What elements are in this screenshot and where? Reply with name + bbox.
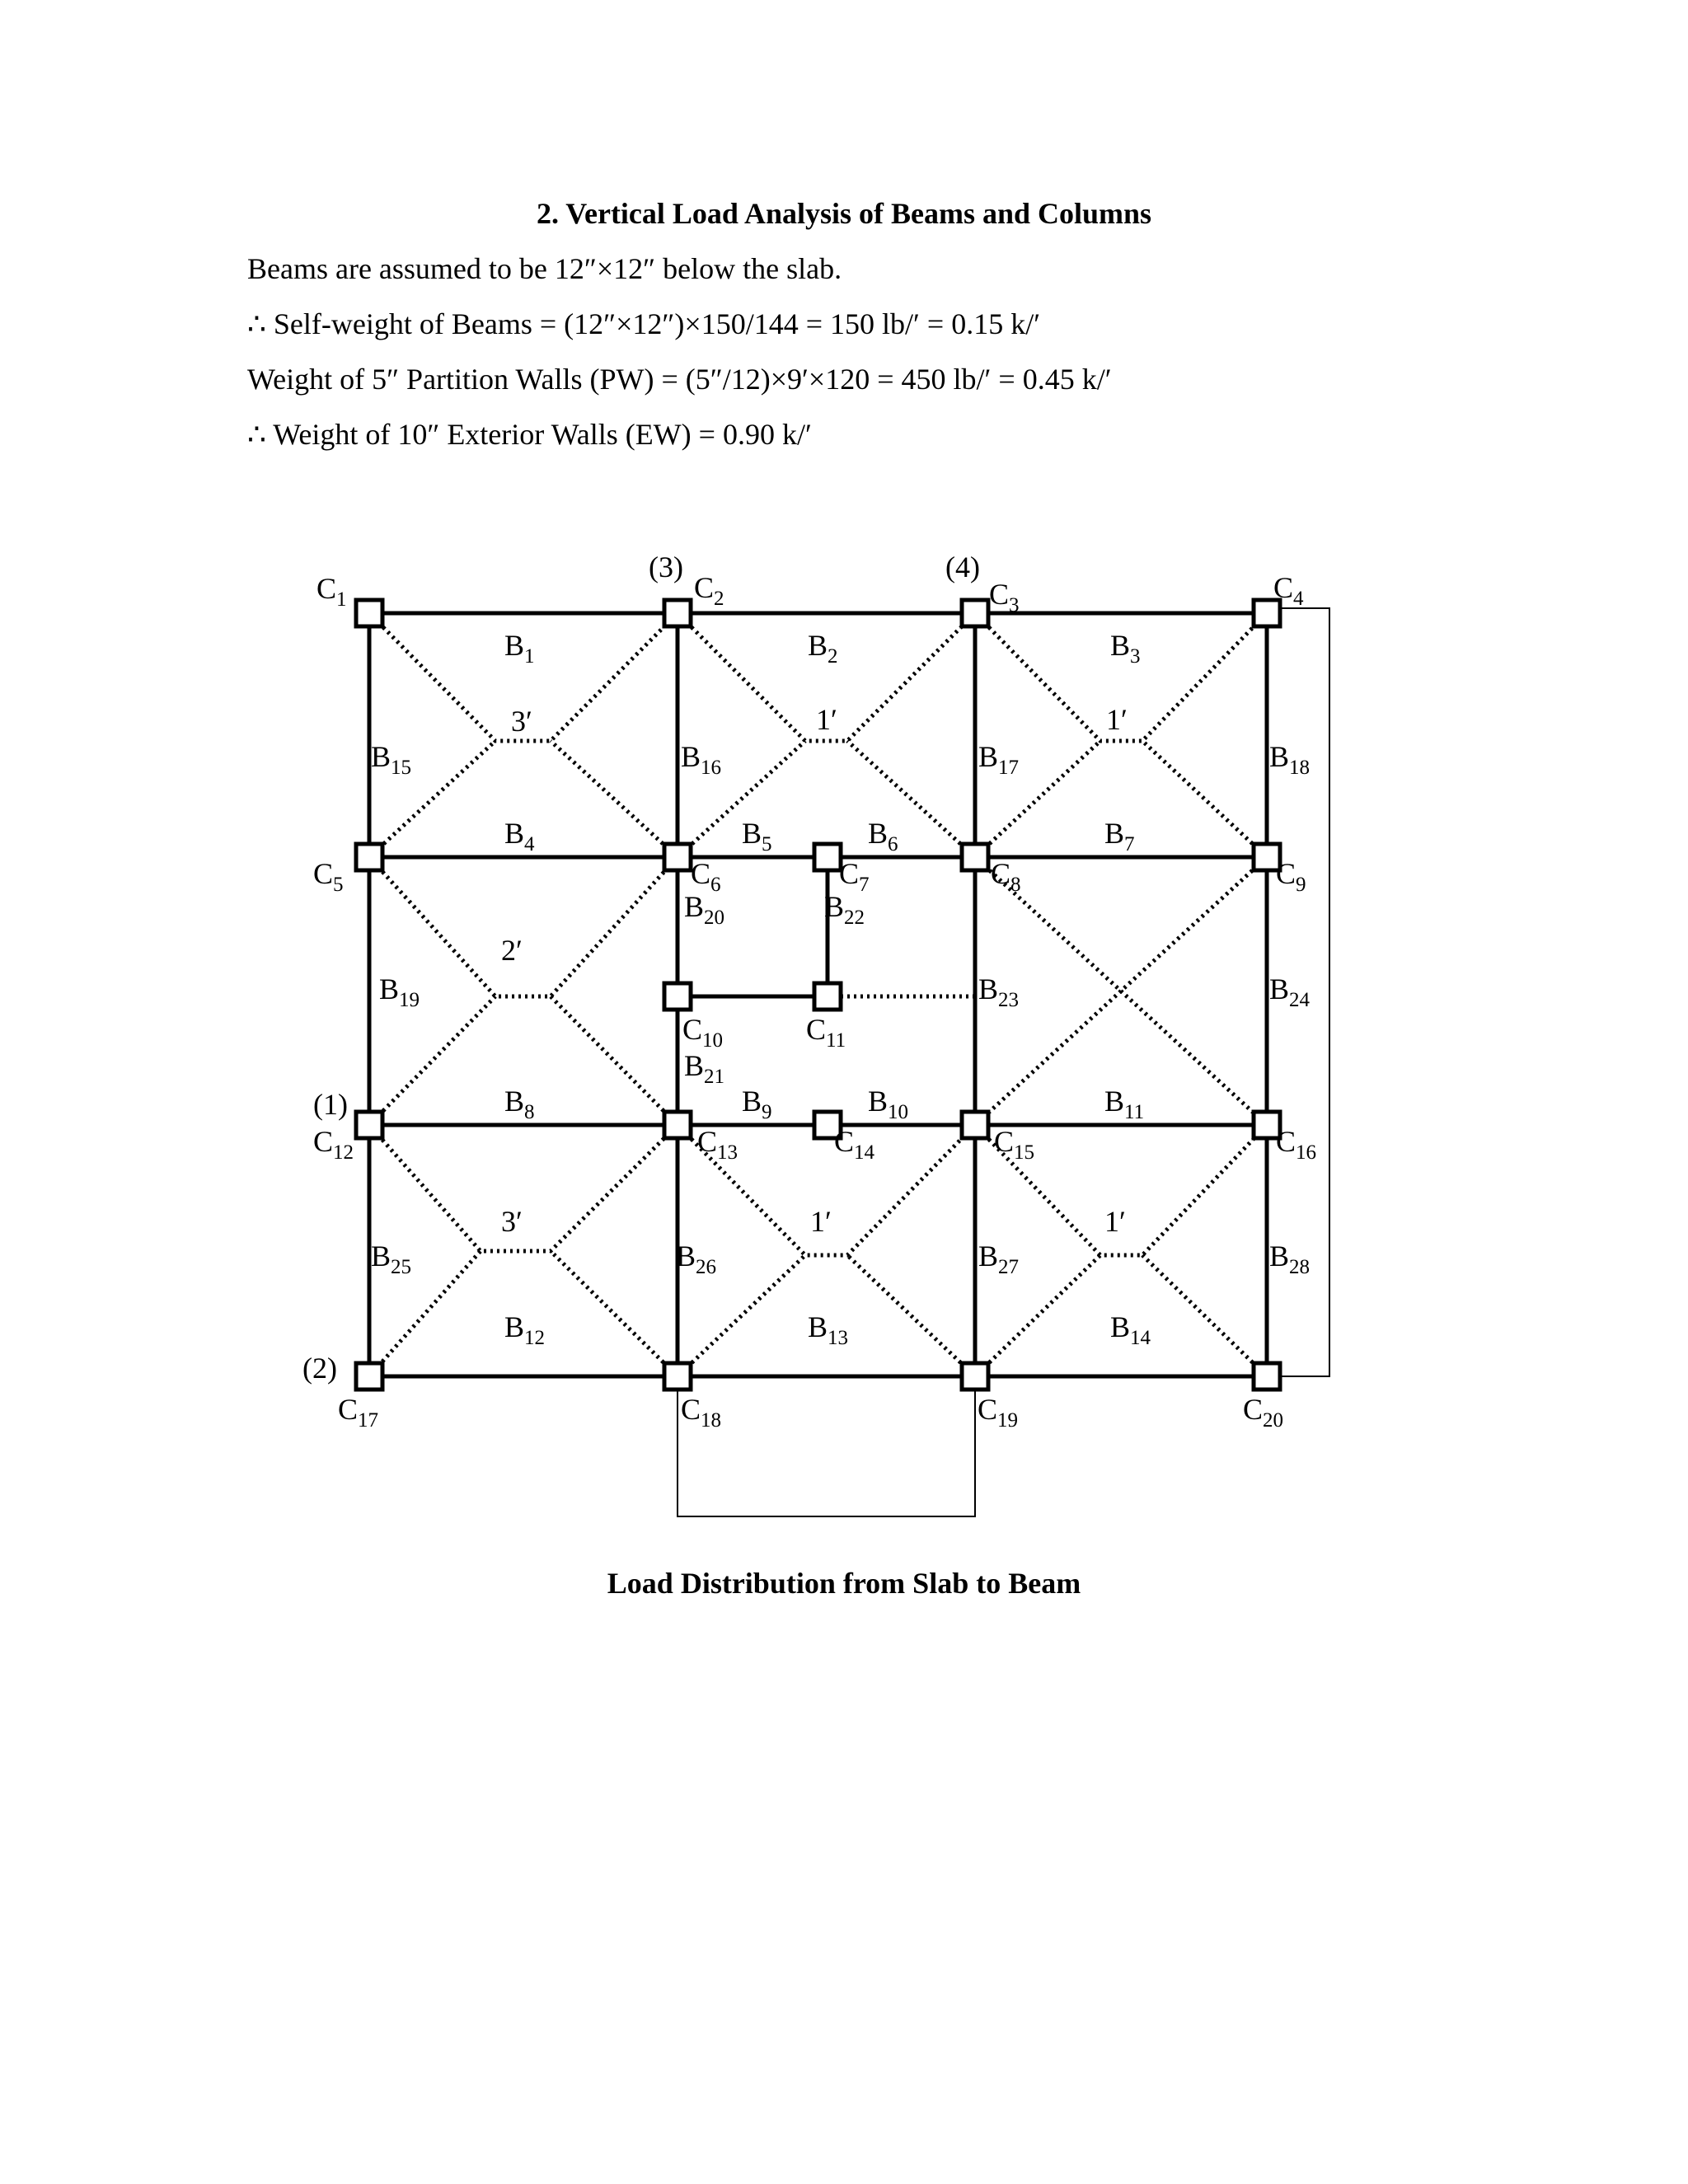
column-square (356, 1363, 382, 1390)
text-line-partition-walls: Weight of 5″ Partition Walls (PW) = (5″/12)×9′×120 = 450 lb/′ = 0.45 k/′ (247, 363, 1112, 396)
column-square (356, 1112, 382, 1138)
beam-label-b12: $B_{12}$ (504, 1310, 546, 1349)
beam-label-b22: $B_{22}$ (824, 890, 865, 929)
column-square (814, 844, 841, 870)
beam-label-b19: $B_{19}$ (379, 972, 420, 1011)
text-line-exterior-walls: ∴ Weight of 10″ Exterior Walls (EW) = 0.90 k/′ (247, 418, 812, 451)
column-label-c20: $C_{20}$ (1243, 1393, 1284, 1432)
column-label-c3: $C_3$ (989, 578, 1020, 616)
column-label-c2: $C_2$ (694, 571, 724, 610)
text-line-self-weight: ∴ Self-weight of Beams = (12″×12″)×150/144 = 150 lb/′ = 0.15 k/′ (247, 307, 1041, 340)
beam-label-b3: $B_3$ (1110, 629, 1141, 668)
column-label-c18: $C_{18}$ (681, 1393, 722, 1432)
column-label-c12: $C_{12}$ (313, 1125, 354, 1164)
grid-label-1: (1) (313, 1088, 348, 1121)
beam-label-b11: $B_{11}$ (1104, 1085, 1145, 1123)
figure-caption: Load Distribution from Slab to Beam (607, 1567, 1081, 1600)
beam-label-b27: $B_{27}$ (978, 1240, 1020, 1278)
dimension-label: 1′ (1104, 1205, 1126, 1238)
dimension-label: 1′ (1106, 703, 1128, 736)
dimension-label: 3′ (501, 1205, 523, 1238)
column-square (664, 1112, 691, 1138)
section-heading: 2. Vertical Load Analysis of Beams and Columns (536, 197, 1152, 230)
beam-label-b7: $B_7$ (1104, 817, 1135, 855)
column-square (962, 1112, 988, 1138)
column-square (814, 983, 841, 1010)
dimension-lines (678, 608, 1329, 1516)
column-square (962, 600, 988, 626)
column-label-c6: $C_6$ (691, 857, 721, 896)
grid-label-2: (2) (302, 1352, 337, 1385)
beam-label-b4: $B_4$ (504, 817, 535, 855)
column-label-c16: $C_{16}$ (1276, 1125, 1317, 1164)
beam-label-b24: $B_{24}$ (1269, 972, 1311, 1011)
beam-label-b28: $B_{28}$ (1269, 1240, 1311, 1278)
beam-label-b13: $B_{13}$ (808, 1310, 849, 1349)
column-square (664, 1363, 691, 1390)
beam-label-b5: $B_5$ (742, 817, 772, 855)
column-square (962, 844, 988, 870)
column-label-c5: $C_5$ (313, 857, 344, 896)
beam-label-b18: $B_{18}$ (1269, 740, 1311, 779)
beam-label-b21: $B_{21}$ (684, 1049, 725, 1088)
dimension-label: 1′ (810, 1205, 832, 1238)
column-square (664, 600, 691, 626)
column-label-c8: $C_8$ (991, 857, 1021, 896)
beam-label-b17: $B_{17}$ (978, 740, 1020, 779)
beam-label-b10: $B_{10}$ (868, 1085, 909, 1123)
beam-label-b15: $B_{15}$ (371, 740, 412, 779)
column-label-c19: $C_{19}$ (978, 1393, 1019, 1432)
beam-label-b2: $B_2$ (808, 629, 838, 668)
beam-label-b8: $B_8$ (504, 1085, 535, 1123)
column-label-c13: $C_{13}$ (697, 1125, 738, 1164)
column-label-c9: $C_9$ (1276, 857, 1306, 896)
column-square (962, 1363, 988, 1390)
column-square (356, 600, 382, 626)
beam-label-b20: $B_{20}$ (684, 890, 725, 929)
beam-label-b14: $B_{14}$ (1110, 1310, 1151, 1349)
column-square (664, 844, 691, 870)
column-label-c10: $C_{10}$ (682, 1013, 724, 1052)
grid-label-4: (4) (945, 551, 980, 583)
column-label-c1: $C_1$ (316, 572, 347, 611)
column-label-c15: $C_{15}$ (994, 1125, 1035, 1164)
column-label-c7: $C_7$ (839, 857, 870, 896)
beam-label-b25: $B_{25}$ (371, 1240, 412, 1278)
dimension-label: 2′ (501, 934, 523, 967)
beam-label-b23: $B_{23}$ (978, 972, 1020, 1011)
beam-label-b26: $B_{26}$ (676, 1240, 717, 1278)
dimension-label: 1′ (816, 703, 837, 736)
column-square (356, 844, 382, 870)
column-square (664, 983, 691, 1010)
column-label-c4: $C_4$ (1273, 571, 1304, 610)
text-line-beam-size: Beams are assumed to be 12″×12″ below the slab. (247, 252, 842, 285)
beam-label-b6: $B_6$ (868, 817, 898, 855)
column-label-c17: $C_{17}$ (338, 1393, 379, 1432)
column-label-c14: $C_{14}$ (834, 1125, 875, 1164)
beam-label-b16: $B_{16}$ (681, 740, 722, 779)
column-square (1254, 1363, 1280, 1390)
beam-label-b9: $B_9$ (742, 1085, 772, 1123)
beam-label-b1: $B_1$ (504, 629, 535, 668)
column-label-c11: $C_{11}$ (806, 1013, 846, 1052)
grid-label-3: (3) (649, 551, 683, 583)
dimension-label: 3′ (511, 705, 532, 738)
